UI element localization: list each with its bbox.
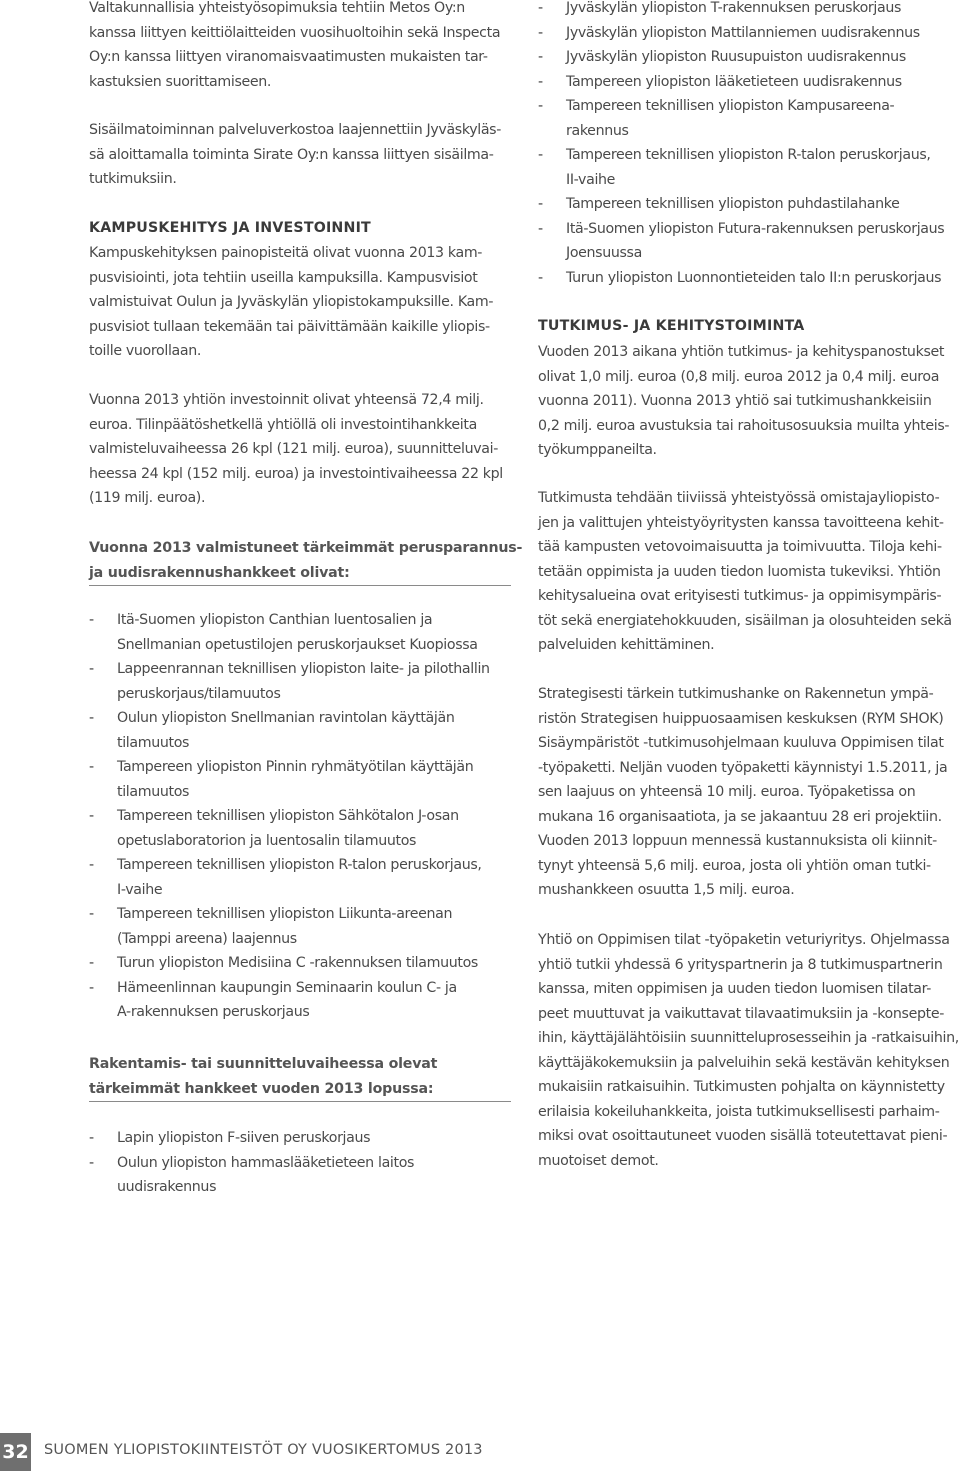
text-line: tutkimuksiin. <box>89 171 177 187</box>
text-line: vuonna 2011). Vuonna 2013 yhtiö sai tutkimushankkeisiin <box>538 393 932 409</box>
dash-bullet: - <box>538 24 543 41</box>
text-line: kastuksien suorittamiseen. <box>89 73 272 90</box>
dash-bullet: - <box>538 49 543 65</box>
dash-bullet: - <box>538 220 543 237</box>
text-line: Vuonna 2013 yhtiön investoinnit olivat yhteensä 72,4 milj. <box>89 392 484 408</box>
dash-bullet: - <box>538 73 543 90</box>
list-item-text: Tampereen teknillisen yliopiston R-talon peruskorjaus, <box>566 147 931 163</box>
dash-bullet: - <box>538 269 543 286</box>
text-line: tetään oppimista ja uuden tiedon luomista tukeviksi. Yhtiön <box>538 563 941 580</box>
list-item <box>538 192 958 217</box>
paragraph-yhteistyo <box>538 486 952 658</box>
list-item-text: Turun yliopiston Medisiina C -rakennuksen tilamuutos <box>117 955 478 971</box>
text-line: Sisäympäristöt -tutkimusohjelmaan kuuluva Oppimisen tilat <box>538 735 944 751</box>
text-line: (119 milj. euroa). <box>89 490 206 506</box>
text-line: käyttäjäkokemuksiin ja palveluihin sekä kestävän kehityksen <box>538 1054 950 1071</box>
list-item-text: II-vaihe <box>566 171 616 188</box>
text-line: jen ja valittujen yhteistyöyritysten kanssa tavoitteena kehit- <box>538 514 944 531</box>
text-line: Sisäilmatoiminnan palveluverkostoa laajennettiin Jyväskyläs- <box>89 122 501 138</box>
dash-bullet: - <box>89 808 94 824</box>
paragraph-metos <box>89 0 500 94</box>
list-item <box>89 706 511 755</box>
dash-bullet: - <box>89 857 94 873</box>
text-line: peet muuttuvat ja vaikuttavat tilavaatimuksiin ja -konsepte- <box>538 1005 944 1022</box>
dash-bullet: - <box>89 710 94 726</box>
list-item <box>89 951 511 976</box>
dash-bullet: - <box>89 955 94 971</box>
list-item <box>538 266 958 291</box>
text-line: toille vuorollaan. <box>89 343 202 359</box>
text-line: mukaisiin ratkaisuihin. Tutkimusten pohjalta on käynnistetty <box>538 1079 945 1095</box>
text-line: kehitysalueina ovat erityisesti tutkimus- ja oppimisympäris- <box>538 588 942 604</box>
list-item <box>89 608 511 657</box>
list-item <box>89 902 511 951</box>
paragraph-kampusvisiot <box>89 241 493 364</box>
list-ongoing-projects-continued <box>538 0 958 290</box>
subheading-valmistuneet <box>89 536 523 586</box>
list-item <box>89 657 511 706</box>
paragraph-sisailma <box>89 118 501 192</box>
text-line: -työpaketti. Neljän vuoden työpaketti käynnistyi 1.5.2011, ja <box>538 759 948 776</box>
dash-bullet: - <box>89 1130 94 1146</box>
list-item-text: A-rakennuksen peruskorjaus <box>117 1004 310 1020</box>
list-item <box>538 70 958 95</box>
list-item <box>89 755 511 804</box>
text-line: mukana 16 organisaatiota, ja se jakaantuu 28 eri projektiin. <box>538 808 942 825</box>
text-line: pusvisiointi, jota tehtiin useilla kampuksilla. Kampusvisiot <box>89 269 478 286</box>
section-heading-kampuskehitys: KAMPUSKEHITYS JA INVESTOINNIT <box>89 220 371 236</box>
paragraph-veturiyritys <box>538 928 959 1173</box>
text-line: valmisteluvaiheessa 26 kpl (121 milj. euroa), suunnitteluvai- <box>89 441 498 457</box>
list-ongoing-projects <box>89 1126 511 1200</box>
text-line: tää kampusten vetovoimaisuutta ja toimivuutta. Tiloja kehi- <box>538 539 942 555</box>
section-heading-tutkimus: TUTKIMUS- JA KEHITYSTOIMINTA <box>538 318 805 334</box>
text-line: ristön Strategisen huippuosaamisen keskuksen (RYM SHOK) <box>538 710 944 727</box>
list-item-text: opetuslaboratorion ja luentosalin tilamuutos <box>117 832 417 849</box>
text-line: Kampuskehityksen painopisteitä olivat vuonna 2013 kam- <box>89 245 483 261</box>
text-line: euroa. Tilinpäätöshetkellä yhtiöllä oli investointihankkeita <box>89 416 477 433</box>
text-line: tynyt yhteensä 5,6 milj. euroa, josta oli yhtiön oman tutki- <box>538 857 931 874</box>
list-item-text: Itä-Suomen yliopiston Canthian luentosalien ja <box>117 612 433 628</box>
text-line: kanssa liittyen keittiölaitteiden vuosihuoltoihin sekä Inspecta <box>89 24 501 41</box>
list-item-text: rakennus <box>566 122 629 139</box>
list-item <box>538 21 958 46</box>
paragraph-investoinnit <box>89 388 503 511</box>
list-item <box>89 853 511 902</box>
text-line: Oy:n kanssa liittyen viranomaisvaatimusten mukaisten tar- <box>89 49 488 65</box>
text-line: Vuoden 2013 loppuun mennessä kustannuksista oli kiinnit- <box>538 833 937 849</box>
list-item-text: Tampereen teknillisen yliopiston Kampusareena- <box>566 98 895 114</box>
page-footer <box>0 1433 960 1473</box>
dash-bullet: - <box>538 98 543 114</box>
list-item <box>89 804 511 853</box>
list-item-text: Tampereen teknillisen yliopiston R-talon peruskorjaus, <box>117 857 482 873</box>
text-line: töt sekä energiatehokkuuden, sisäilman ja olosuhteiden sekä <box>538 612 952 629</box>
list-item-text: tilamuutos <box>117 783 190 800</box>
list-item <box>89 976 511 1025</box>
list-item-text: Oulun yliopiston Snellmanian ravintolan käyttäjän <box>117 710 455 726</box>
list-item-text: Jyväskylän yliopiston Ruusupuiston uudisrakennus <box>566 49 906 65</box>
text-line: mushankkeen osuutta 1,5 milj. euroa. <box>538 882 795 898</box>
dash-bullet: - <box>538 0 543 16</box>
dash-bullet: - <box>89 906 94 922</box>
list-item <box>538 94 958 143</box>
list-item-text: Oulun yliopiston hammaslääketieteen laitos <box>117 1154 415 1171</box>
dash-bullet: - <box>89 759 94 775</box>
list-item-text: Lappeenrannan teknillisen yliopiston laite- ja pilothallin <box>117 661 490 677</box>
subheading-rakentamis <box>89 1052 511 1102</box>
text-line: Vuoden 2013 aikana yhtiön tutkimus- ja kehityspanostukset <box>538 344 945 360</box>
text-line: pusvisiot tullaan tekemään tai päivittämään kaikille yliopis- <box>89 318 490 335</box>
dash-bullet: - <box>89 661 94 677</box>
list-item-text: Tampereen teknillisen yliopiston Sähkötalon J-osan <box>117 808 459 824</box>
text-line: sä aloittamalla toiminta Sirate Oy:n kanssa liittyen sisäilma- <box>89 146 494 163</box>
list-item-text: Tampereen yliopiston lääketieteen uudisrakennus <box>566 73 902 90</box>
text-line: yhtiö tutkii yhdessä 6 yrityspartnerin ja 8 tutkimuspartnerin <box>538 956 943 973</box>
list-item-text: Itä-Suomen yliopiston Futura-rakennuksen peruskorjaus <box>566 220 945 237</box>
text-line: työkumppaneilta. <box>538 442 657 458</box>
list-item-text: I-vaihe <box>117 881 163 898</box>
list-item-text: Jyväskylän yliopiston T-rakennuksen peruskorjaus <box>566 0 902 16</box>
list-item-text: tilamuutos <box>117 734 190 751</box>
list-item-text: Lapin yliopiston F-siiven peruskorjaus <box>117 1130 371 1146</box>
paragraph-tutkimuspanostukset <box>538 340 949 463</box>
text-line: erilaisia kokeiluhankkeita, joista tutkimuksellisesti parhaim- <box>538 1103 940 1120</box>
footer-title: SUOMEN YLIOPISTOKIINTEISTÖT OY VUOSIKERTOMUS 2013 <box>44 1442 483 1458</box>
dash-bullet: - <box>89 1154 94 1171</box>
list-item-text: Tampereen teknillisen yliopiston puhdastilahanke <box>566 196 900 212</box>
list-item-text: Jyväskylän yliopiston Mattilanniemen uudisrakennus <box>566 24 920 41</box>
text-line: Tutkimusta tehdään tiiviissä yhteistyössä omistajayliopisto- <box>538 490 940 506</box>
list-item <box>89 1126 511 1151</box>
text-line: 0,2 milj. euroa avustuksia tai rahoitusosuuksia muilta yhteis- <box>538 417 950 434</box>
list-item <box>538 45 958 70</box>
list-item-text: Hämeenlinnan kaupungin Seminaarin koulun C- ja <box>117 979 457 996</box>
list-item-text: Joensuussa <box>566 245 642 261</box>
dash-bullet: - <box>89 612 94 628</box>
text-line: Strategisesti tärkein tutkimushanke on Rakennetun ympä- <box>538 686 934 702</box>
text-line: Rakentamis- tai suunnitteluvaiheessa olevat <box>89 1056 438 1072</box>
text-line: valmistuivat Oulun ja Jyväskylän yliopistokampuksille. Kam- <box>89 294 494 310</box>
text-line: Valtakunnallisia yhteistyösopimuksia tehtiin Metos Oy:n <box>89 0 465 16</box>
text-line: palveluiden kehittäminen. <box>538 637 715 653</box>
text-line: sen laajuus on yhteensä 10 milj. euroa. Työpaketissa on <box>538 784 916 800</box>
list-item-text: Tampereen yliopiston Pinnin ryhmätyötilan käyttäjän <box>117 759 474 775</box>
dash-bullet: - <box>538 147 543 163</box>
list-completed-projects <box>89 608 511 1025</box>
text-line: kanssa, miten oppimisen ja uuden tiedon luomisen tilatar- <box>538 981 931 997</box>
list-item-text: Turun yliopiston Luonnontieteiden talo II:n peruskorjaus <box>566 269 942 286</box>
page-number: 32 <box>0 1433 31 1471</box>
list-item-text: uudisrakennus <box>117 1179 217 1195</box>
list-item <box>538 217 958 266</box>
list-item <box>538 143 958 192</box>
list-item-text: Tampereen teknillisen yliopiston Liikunta-areenan <box>117 906 453 922</box>
dash-bullet: - <box>89 979 94 996</box>
paragraph-rym-shok <box>538 682 947 903</box>
text-line: miksi ovat osoittautuneet vuoden sisällä toteutettavat pieni- <box>538 1128 948 1144</box>
dash-bullet: - <box>538 196 543 212</box>
text-line: olivat 1,0 milj. euroa (0,8 milj. euroa 2012 ja 0,4 milj. euroa <box>538 368 940 385</box>
text-line: tärkeimmät hankkeet vuoden 2013 lopussa: <box>89 1080 434 1097</box>
list-item-text: peruskorjaus/tilamuutos <box>117 685 281 702</box>
text-line: muotoiset demot. <box>538 1152 659 1169</box>
text-line: Yhtiö on Oppimisen tilat -työpaketin veturiyritys. Ohjelmassa <box>538 932 950 948</box>
list-item-text: Snellmanian opetustilojen peruskorjaukset Kuopiossa <box>117 636 478 653</box>
text-line: heessa 24 kpl (152 milj. euroa) ja investointivaiheessa 22 kpl <box>89 465 503 482</box>
list-item-text: (Tamppi areena) laajennus <box>117 930 297 947</box>
text-line: Vuonna 2013 valmistuneet tärkeimmät perusparannus- <box>89 540 523 556</box>
list-item <box>538 0 958 21</box>
text-line: ihin, käyttäjälähtöisiin suunnitteluprosesseihin ja -ratkaisuihin, <box>538 1030 959 1046</box>
text-line: ja uudisrakennushankkeet olivat: <box>89 564 350 581</box>
list-item <box>89 1151 511 1200</box>
